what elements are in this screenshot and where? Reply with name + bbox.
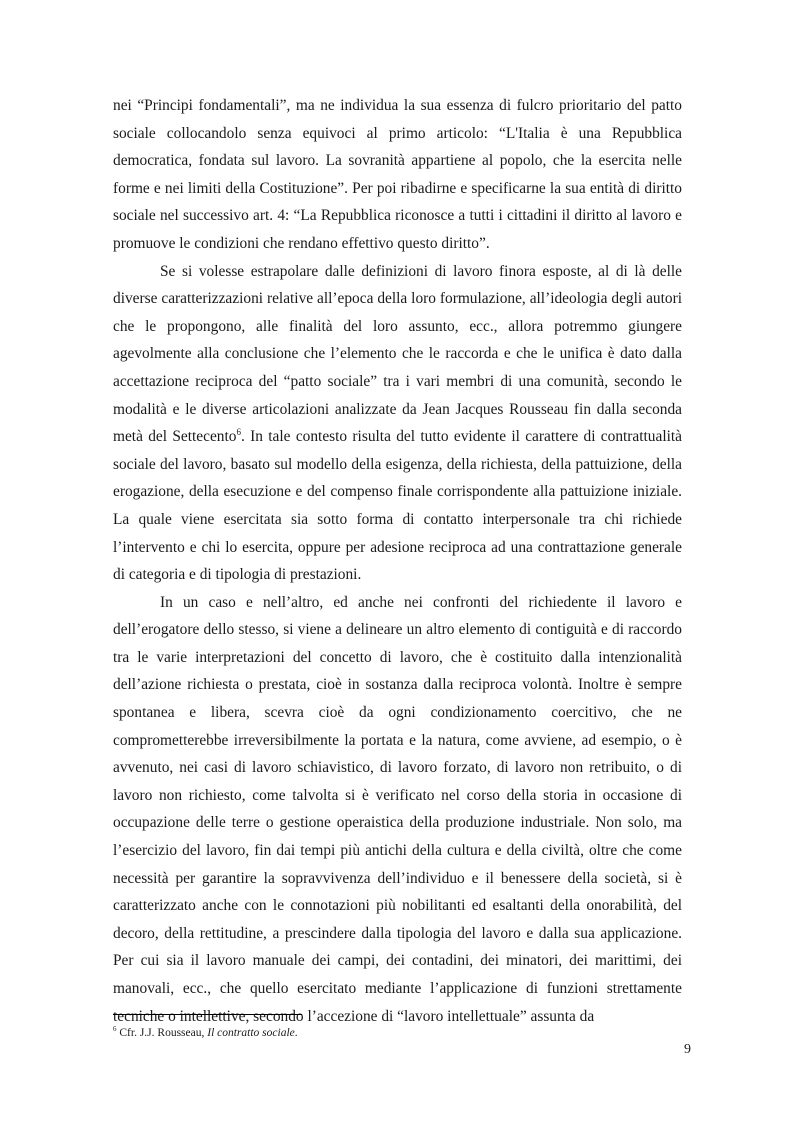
page-number: 9 (684, 1042, 691, 1057)
paragraph-1: nei “Principi fondamentali”, ma ne individua la sua essenza di fulcro prioritario del patto sociale collocandolo senza equivoci al primo articolo: “L'Italia è una Repubblica democratica, fondata sul lavoro. La sovranità appartiene al popolo, che la esercita nelle forme e nei limiti della Costituzione”. Per poi ribadirne e specificarne la sua entità di diritto sociale nel successivo art. 4: “La Repubblica riconosce a tutti i cittadini il diritto al lavoro e promuove le condizioni che rendano effettivo questo diritto”. (113, 97, 682, 252)
paragraph-2 (113, 258, 682, 589)
footnote-number: 6 (113, 1025, 117, 1034)
footnote (113, 1026, 298, 1040)
paragraph-2-text-before-note: Se si volesse estrapolare dalle definizioni di lavoro finora esposte, al di là delle diverse caratterizzazioni relative all’epoca della loro formulazione, all’ideologia degli autori che le propongono, alle finalità del loro assunto, ecc., allora potremmo giungere agevolmente alla conclusione che l’elemento che le raccorda e che le unifica è dato dalla accettazione reciproca del “patto sociale” tra i vari membri di una comunità, secondo le modalità e le diverse articolazioni analizzate da Jean Jacques Rousseau fin dalla seconda metà del Settecento (113, 262, 682, 446)
footnote-reference[interactable]: 6 (236, 427, 241, 437)
footnote-title: Il contratto sociale (207, 1027, 295, 1039)
footnote-separator (113, 1014, 302, 1015)
paragraph-3: In un caso e nell’altro, ed anche nei confronti del richiedente il lavoro e dell’erogatore dello stesso, si viene a delineare un altro elemento di contiguità e di raccordo tra le varie interpretazioni del concetto di lavoro, che è costituito dalla intenzionalità dell’azione richiesta o prestata, cioè in sostanza dalla reciproca volontà. Inoltre è sempre spontanea e libera, scevra cioè da ogni condizionamento coercitivo, che ne comprometterebbe irreversibilmente la portata e la natura, come avviene, ad esempio, o è avvenuto, nei casi di lavoro schiavistico, di lavoro forzato, di lavoro non retribuito, o di lavoro non richiesto, come talvolta si è verificato nel corso della storia in occasione di occupazione delle terre o gestione operaistica della produzione industriale. Non solo, ma l’esercizio del lavoro, fin dai tempi più antichi della cultura e della civiltà, oltre che come necessità per garantire la sopravvivenza dell’individuo e il benessere della società, si è caratterizzato anche con le connotazioni più nobilitanti ed esaltanti della onorabilità, del decoro, della rettitudine, a prescindere dalla tipologia del lavoro e dalla sua applicazione. Per cui sia il lavoro manuale dei campi, dei contadini, dei minatori, dei marittimi, dei manovali, ecc., che quello esercitato mediante l’applicazione di funzioni strettamente tecniche o intellettive, secondo l’accezione di “lavoro intellettuale” assunta da (113, 593, 682, 1025)
body-text (113, 92, 682, 1030)
footnote-suffix: . (294, 1027, 298, 1039)
footnote-prefix: Cfr. J.J. Rousseau, (116, 1027, 208, 1039)
paragraph-2-text-after-note: . In tale contesto risulta del tutto evidente il carattere di contrattualità sociale del lavoro, basato sul modello della esigenza, della richiesta, della pattuizione, della erogazione, della esecuzione e del compenso finale corrispondente alla pattuizione iniziale. La quale viene esercitata sia sotto forma di contatto interpersonale tra chi richiede l’intervento e chi lo esercita, oppure per adesione reciproca ad una contrattazione generale di categoria e di tipologia di prestazioni. (113, 428, 682, 584)
